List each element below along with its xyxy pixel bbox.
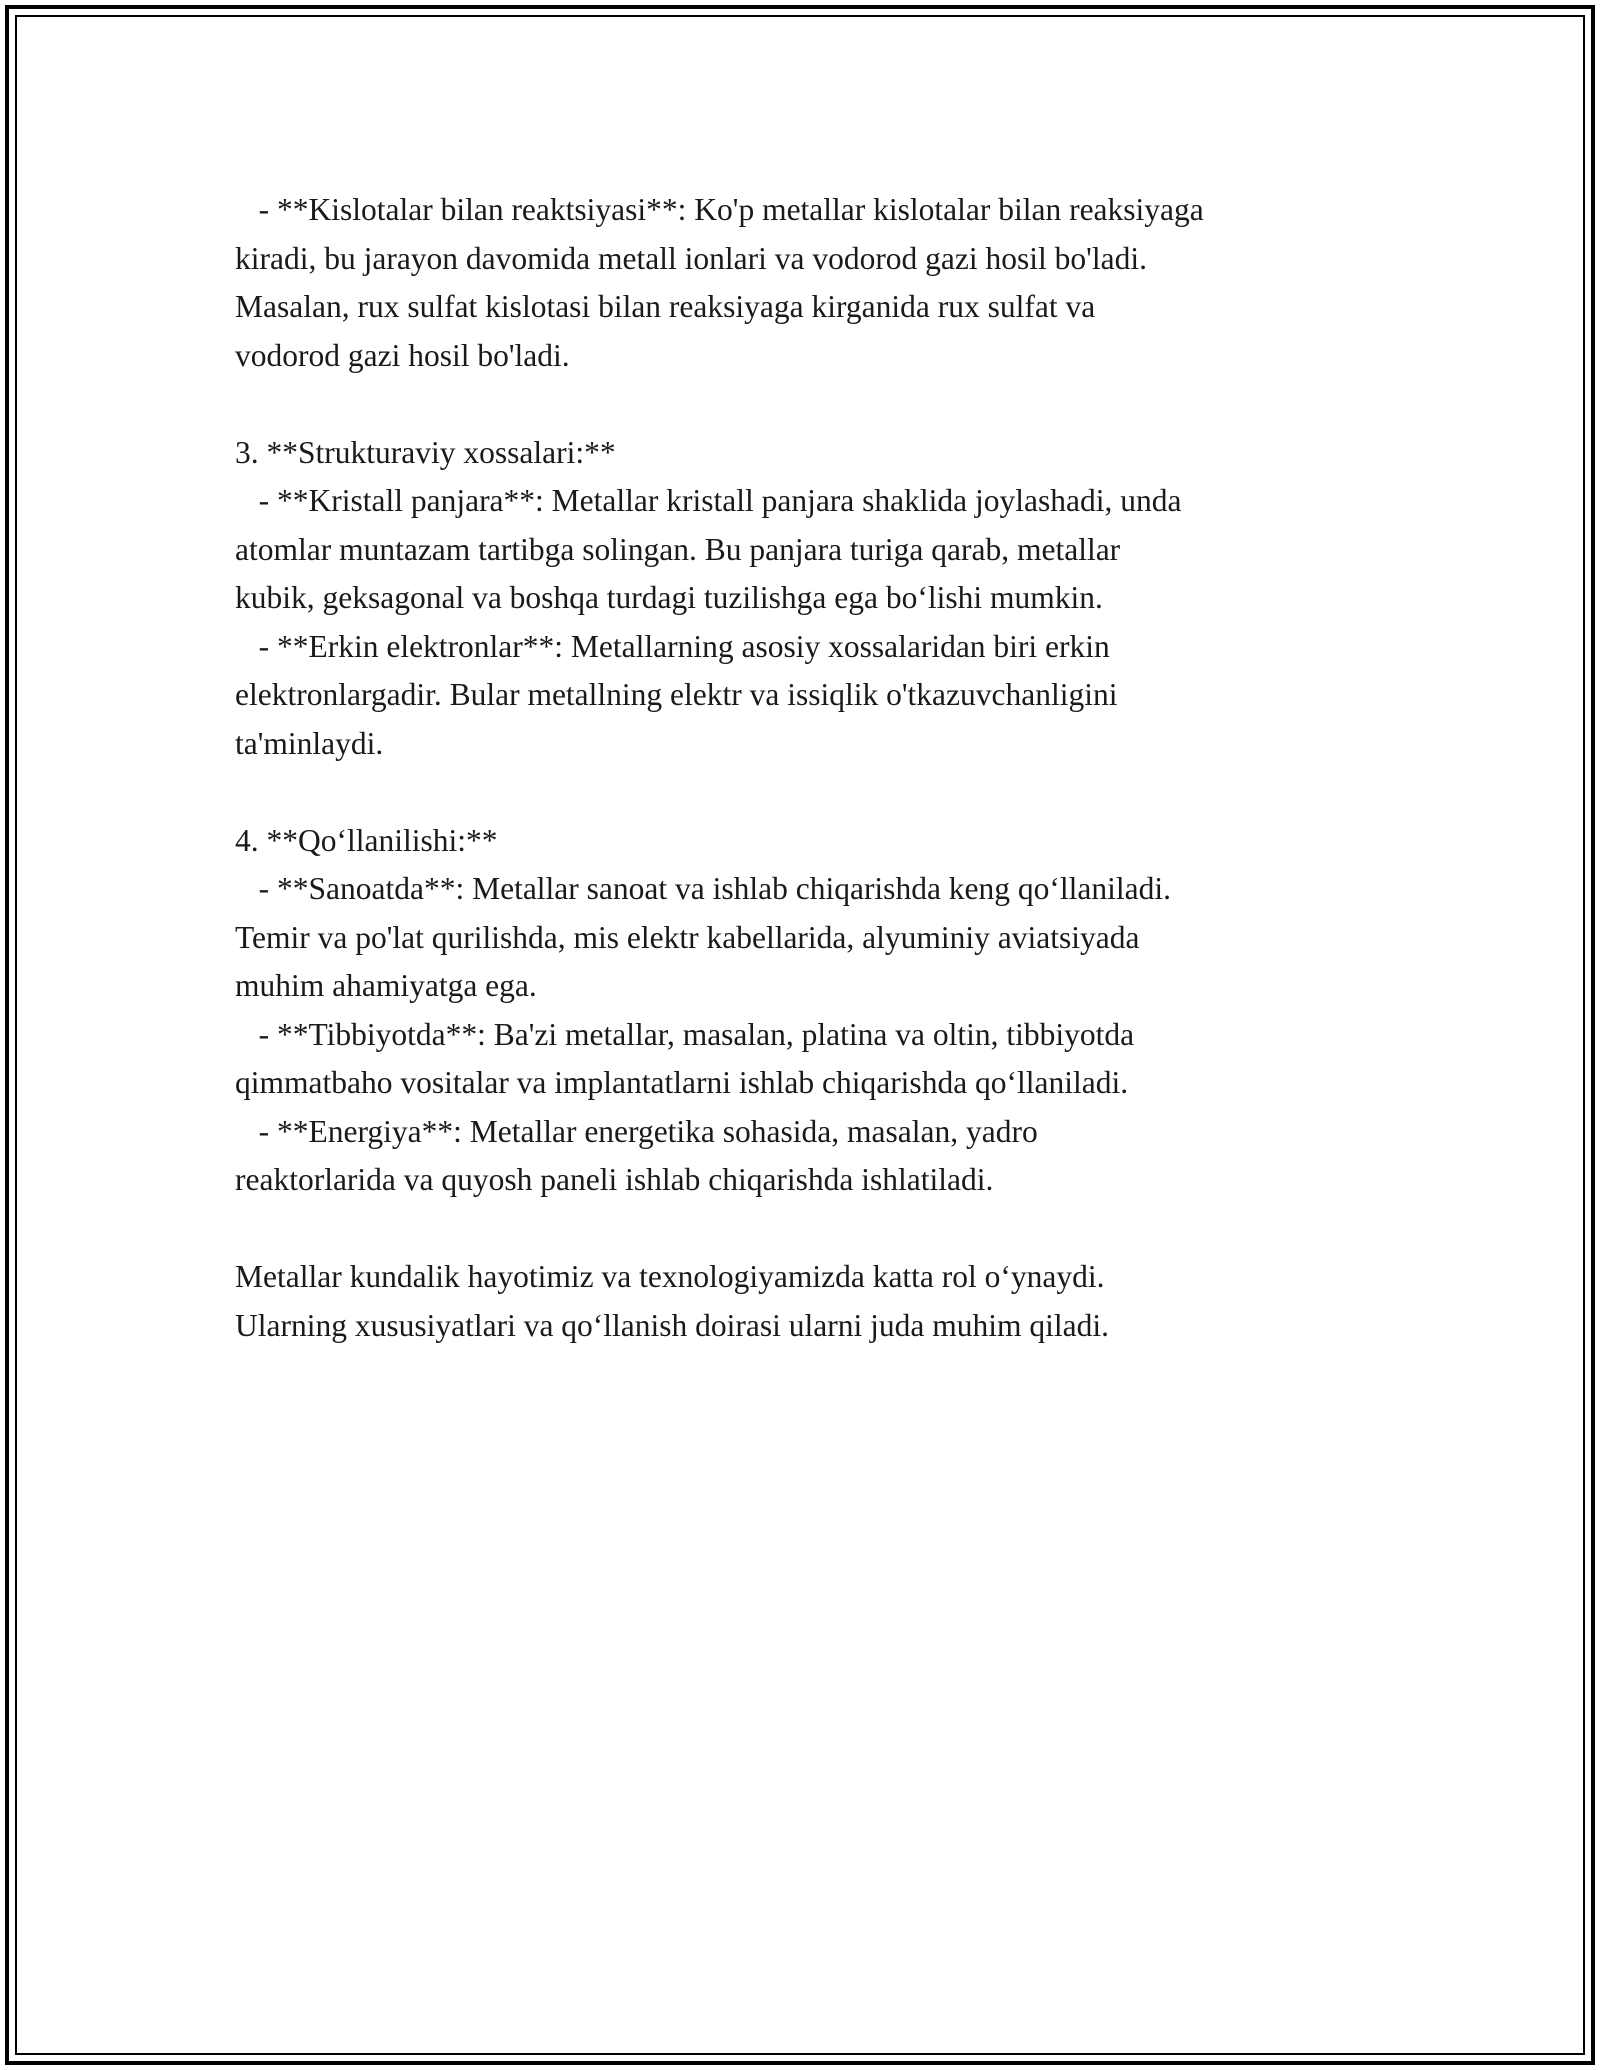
text-line: Ularning xususiyatlari va qo‘llanish doirasi ularni juda muhim qiladi. [235, 1307, 1109, 1343]
text-line: muhim ahamiyatga ega. [235, 968, 537, 1003]
text-line: - **Energiya**: Metallar energetika sohasida, masalan, yadro [235, 1113, 1038, 1149]
text-line: reaktorlarida va quyosh paneli ishlab chiqarishda ishlatiladi. [235, 1162, 994, 1197]
paragraph-spacer [235, 1205, 1375, 1254]
text-line: - **Kislotalar bilan reaktsiyasi**: Ko'p metallar kislotalar bilan reaksiyaga [235, 192, 1204, 227]
text-line: - **Kristall panjara**: Metallar kristall panjara shaklida joylashadi, unda [235, 483, 1182, 518]
text-line: ta'minlaydi. [235, 725, 384, 761]
text-line: qimmatbaho vositalar va implantatlarni ishlab chiqarishda qo‘llaniladi. [235, 1065, 1129, 1100]
text-line: vodorod gazi hosil bo'ladi. [235, 337, 570, 373]
text-line: - **Sanoatda**: Metallar sanoat va ishlab chiqarishda keng qo‘llaniladi. [235, 871, 1171, 906]
text-line: elektronlargadir. Bular metallning elektr va issiqlik o'tkazuvchanligini [235, 677, 1118, 712]
text-line: Temir va po'lat qurilishda, mis elektr kabellarida, alyuminiy aviatsiyada [235, 919, 1140, 955]
text-line: atomlar muntazam tartibga solingan. Bu panjara turiga qarab, metallar [235, 531, 1121, 567]
document-body [235, 186, 1375, 1350]
text-line: kubik, geksagonal va boshqa turdagi tuzilishga ega bo‘lishi mumkin. [235, 580, 1103, 615]
paragraph-acid-reaction [235, 186, 1375, 380]
text-line: - **Erkin elektronlar**: Metallarning asosiy xossalaridan biri erkin [235, 628, 1110, 664]
text-line: kiradi, bu jarayon davomida metall ionlari va vodorod gazi hosil bo'ladi. [235, 240, 1147, 276]
text-line: Metallar kundalik hayotimiz va texnologiyamizda katta rol o‘ynaydi. [235, 1259, 1105, 1294]
paragraph-spacer [235, 768, 1375, 817]
paragraph-applications [235, 817, 1375, 1205]
paragraph-spacer [235, 380, 1375, 429]
paragraph-conclusion [235, 1253, 1375, 1350]
section-heading: 3. **Strukturaviy xossalari:** [235, 434, 616, 470]
text-line: Masalan, rux sulfat kislotasi bilan reaksiyaga kirganida rux sulfat va [235, 289, 1096, 324]
section-heading: 4. **Qo‘llanilishi:** [235, 822, 498, 858]
text-line: - **Tibbiyotda**: Ba'zi metallar, masalan, platina va oltin, tibbiyotda [235, 1016, 1135, 1052]
paragraph-structural-properties [235, 429, 1375, 769]
